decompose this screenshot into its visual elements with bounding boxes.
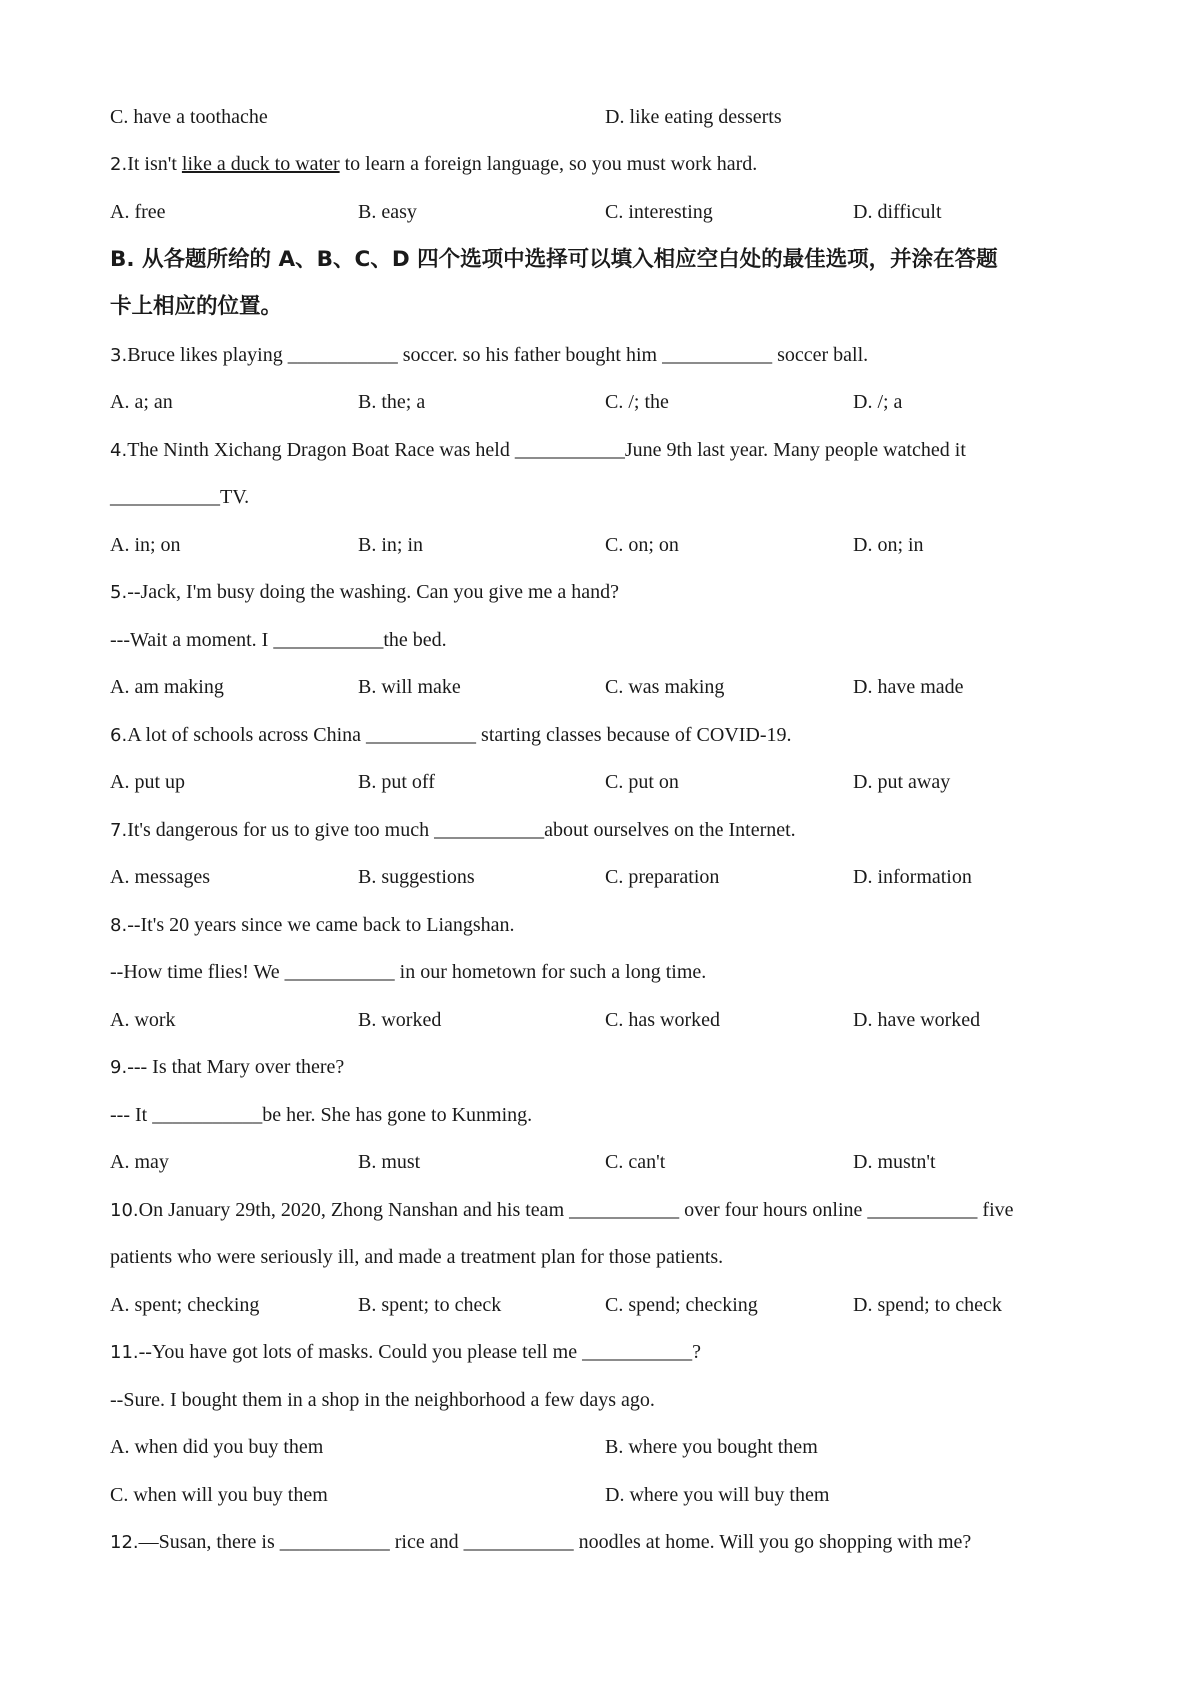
- q2-option-b[interactable]: B. easy: [358, 201, 417, 223]
- q4-stem: [110, 437, 1100, 464]
- q11-stem: [110, 1339, 1100, 1366]
- q9-option-a[interactable]: A. may: [110, 1151, 169, 1173]
- q5-stem-line2: ---Wait a moment. I ___________the bed.: [110, 629, 447, 651]
- q7-option-c[interactable]: C. preparation: [605, 866, 720, 888]
- section-b-heading-line2: 卡上相应的位置。: [110, 294, 283, 319]
- section-b-heading-line1: B. 从各题所给的 A、B、C、D 四个选项中选择可以填入相应空白处的最佳选项，并涂在答题: [110, 247, 998, 272]
- q5-option-b[interactable]: B. will make: [358, 676, 461, 698]
- q11-option-c[interactable]: C. when will you buy them: [110, 1484, 328, 1506]
- q5-option-d[interactable]: D. have made: [853, 676, 964, 698]
- q4-option-c[interactable]: C. on; on: [605, 534, 679, 556]
- q11-stem-line2: --Sure. I bought them in a shop in the neighborhood a few days ago.: [110, 1389, 655, 1411]
- q3-option-d[interactable]: D. /; a: [853, 391, 903, 413]
- q10-stem-line2: patients who were seriously ill, and made a treatment plan for those patients.: [110, 1246, 724, 1268]
- q7-text: It's dangerous for us to give too much ___________about ourselves on the Internet.: [127, 819, 796, 841]
- q12-text: —Susan, there is ___________ rice and ___________ noodles at home. Will you go shopping with me?: [138, 1531, 972, 1553]
- q5-number: 5.: [110, 582, 128, 603]
- q6-text: A lot of schools across China ___________ starting classes because of COVID-19.: [127, 724, 792, 746]
- q9-option-b[interactable]: B. must: [358, 1151, 421, 1173]
- q5-option-c[interactable]: C. was making: [605, 676, 725, 698]
- q2-number: 2.: [110, 154, 128, 175]
- q8-option-d[interactable]: D. have worked: [853, 1009, 981, 1031]
- q7-stem: [110, 817, 1100, 844]
- q9-text-line1: --- Is that Mary over there?: [127, 1056, 345, 1078]
- q8-option-b[interactable]: B. worked: [358, 1009, 442, 1031]
- q7-option-b[interactable]: B. suggestions: [358, 866, 475, 888]
- q8-number: 8.: [110, 915, 128, 936]
- q10-option-b[interactable]: B. spent; to check: [358, 1294, 502, 1316]
- q11-text-line1: --You have got lots of masks. Could you please tell me ___________?: [138, 1341, 701, 1363]
- q3-option-b[interactable]: B. the; a: [358, 391, 426, 413]
- q10-option-d[interactable]: D. spend; to check: [853, 1294, 1002, 1316]
- q9-option-d[interactable]: D. mustn't: [853, 1151, 936, 1173]
- q4-option-d[interactable]: D. on; in: [853, 534, 924, 556]
- q11-option-b[interactable]: B. where you bought them: [605, 1436, 818, 1458]
- q9-stem: [110, 1054, 1100, 1081]
- q8-option-a[interactable]: A. work: [110, 1009, 176, 1031]
- q3-text: Bruce likes playing ___________ soccer. so his father bought him ___________ soccer ball.: [127, 344, 869, 366]
- q2-option-a[interactable]: A. free: [110, 201, 166, 223]
- q6-option-c[interactable]: C. put on: [605, 771, 679, 793]
- q5-text-line1: --Jack, I'm busy doing the washing. Can you give me a hand?: [127, 581, 620, 603]
- q5-option-a[interactable]: A. am making: [110, 676, 224, 698]
- q2-stem-part2: to learn a foreign language, so you must work hard.: [339, 153, 758, 175]
- q7-option-d[interactable]: D. information: [853, 866, 972, 888]
- q3-number: 3.: [110, 345, 128, 366]
- q4-option-b[interactable]: B. in; in: [358, 534, 424, 556]
- q6-stem: [110, 722, 1100, 749]
- q5-stem: [110, 579, 1100, 606]
- q9-number: 9.: [110, 1057, 128, 1078]
- q1-option-d: D. like eating desserts: [605, 106, 782, 128]
- q11-option-d[interactable]: D. where you will buy them: [605, 1484, 830, 1506]
- q4-text-line1: The Ninth Xichang Dragon Boat Race was held ___________June 9th last year. Many people watched it: [127, 439, 966, 461]
- q4-number: 4.: [110, 440, 128, 461]
- q10-stem: [110, 1197, 1100, 1224]
- q10-text-line1: On January 29th, 2020, Zhong Nanshan and his team ___________ over four hours online ___________ five: [138, 1199, 1014, 1221]
- q2-option-c[interactable]: C. interesting: [605, 201, 713, 223]
- q6-option-a[interactable]: A. put up: [110, 771, 185, 793]
- q6-number: 6.: [110, 725, 128, 746]
- q12-number: 12.: [110, 1532, 139, 1553]
- q3-option-c[interactable]: C. /; the: [605, 391, 669, 413]
- q12-stem: [110, 1529, 1100, 1556]
- q3-option-a[interactable]: A. a; an: [110, 391, 173, 413]
- q11-number: 11.: [110, 1342, 139, 1363]
- q8-stem: [110, 912, 1100, 939]
- q10-number: 10.: [110, 1200, 139, 1221]
- q4-option-a[interactable]: A. in; on: [110, 534, 181, 556]
- q8-stem-line2: --How time flies! We ___________ in our hometown for such a long time.: [110, 961, 707, 983]
- q2-option-d[interactable]: D. difficult: [853, 201, 942, 223]
- q8-option-c[interactable]: C. has worked: [605, 1009, 720, 1031]
- q2-underlined-phrase: like a duck to water: [181, 153, 340, 175]
- q6-option-b[interactable]: B. put off: [358, 771, 435, 793]
- q1-option-c: C. have a toothache: [110, 106, 268, 128]
- q7-option-a[interactable]: A. messages: [110, 866, 210, 888]
- q2-stem: [110, 151, 1100, 178]
- q7-number: 7.: [110, 820, 128, 841]
- q2-stem-part1: It isn't: [127, 153, 182, 175]
- q9-stem-line2: --- It ___________be her. She has gone to Kunming.: [110, 1104, 533, 1126]
- q3-stem: [110, 342, 1100, 369]
- q4-stem-line2: ___________TV.: [110, 486, 250, 508]
- q8-text-line1: --It's 20 years since we came back to Liangshan.: [127, 914, 515, 936]
- q9-option-c[interactable]: C. can't: [605, 1151, 666, 1173]
- q10-option-a[interactable]: A. spent; checking: [110, 1294, 260, 1316]
- q10-option-c[interactable]: C. spend; checking: [605, 1294, 758, 1316]
- q11-option-a[interactable]: A. when did you buy them: [110, 1436, 324, 1458]
- q6-option-d[interactable]: D. put away: [853, 771, 951, 793]
